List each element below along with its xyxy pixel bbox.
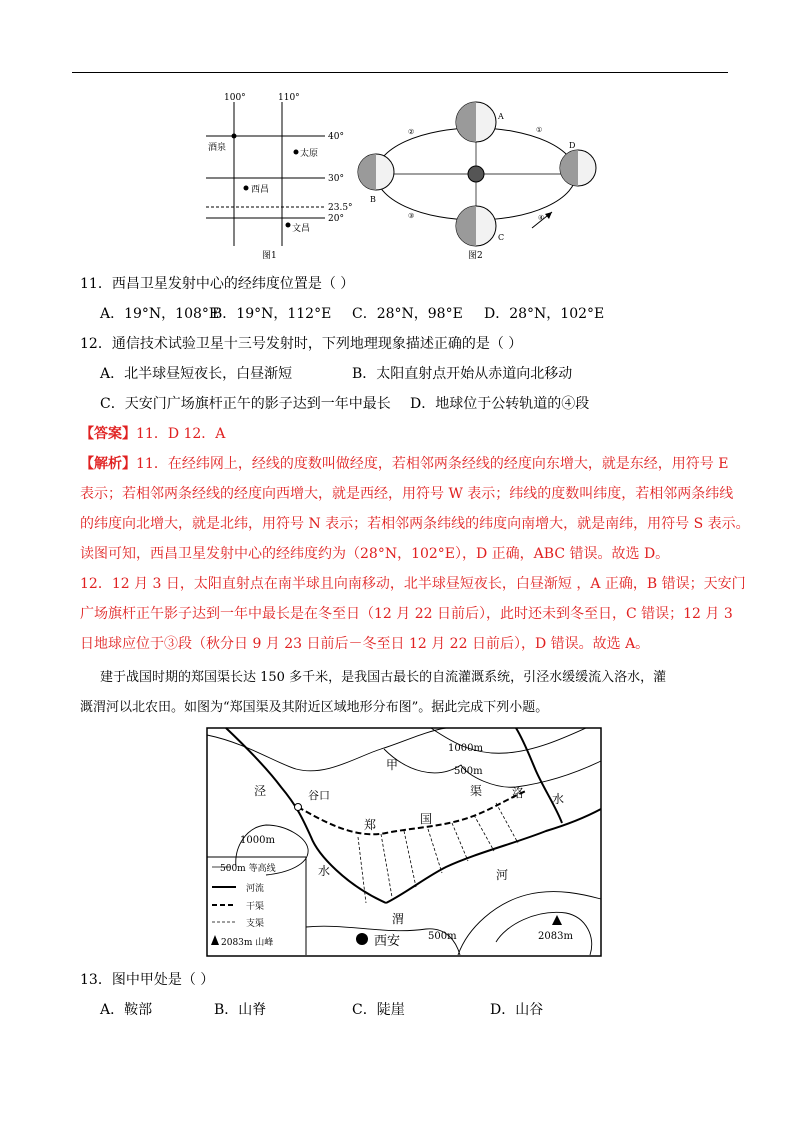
map-label-guo: 国 [420, 812, 433, 826]
figure-1-caption: 图1 [262, 251, 277, 261]
lon-label-100: 100° [224, 93, 246, 103]
map-label-qu: 渠 [470, 784, 483, 798]
question-11-stem: 11．西昌卫星发射中心的经纬度位置是（ ） [80, 276, 355, 292]
map-label-jing: 泾 [254, 784, 267, 798]
q11-option-c[interactable]: C．28°N，98°E [352, 306, 463, 322]
answer-tag: 【答案】 [80, 426, 136, 442]
analysis-text-1: 11．在经纬网上，经线的度数叫做经度，若相邻两条经线的经度向东增大，就是东经，用符号 E [136, 456, 729, 472]
lat-label-40: 40° [328, 132, 344, 142]
analysis-line-1 [80, 454, 728, 474]
answer-line [80, 424, 225, 444]
q13-option-b[interactable]: B．山脊 [214, 1002, 267, 1018]
map-contour-1000m-left: 1000m [240, 835, 275, 846]
lon-label-110: 110° [278, 93, 300, 103]
q12-option-d[interactable]: D．地球位于公转轨道的④段 [410, 396, 590, 412]
analysis-tag: 【解析】 [80, 456, 136, 472]
position-a: A [498, 112, 504, 121]
map-contour-1000m-top: 1000m [448, 743, 483, 754]
question-12-options-row-2 [100, 394, 589, 414]
zhengguo-canal-map [206, 727, 602, 957]
analysis-line-3: 的纬度向北增大，就是北纬，用符号 N 表示；若相邻两条纬线的纬度向南增大，就是南纬，用符号 S 表示。 [80, 516, 750, 532]
legend-contour: 500m 等高线 [220, 864, 276, 874]
analysis-line-2: 表示；若相邻两条经线的经度向西增大，就是西经，用符号 W 表示；纬线的度数叫纬度，若相邻两条纬线 [80, 486, 734, 502]
q11-option-a[interactable]: A．19°N，108°E [100, 306, 220, 322]
lat-label-20: 20° [328, 214, 344, 224]
place-taiyuan: 太原 [300, 149, 319, 159]
place-xichang: 西昌 [251, 185, 270, 195]
place-wenchang: 文昌 [292, 224, 311, 234]
answer-text: 11．D 12．A [136, 426, 226, 442]
analysis-line-6: 广场旗杆正午影子达到一年中最长是在冬至日（12 月 22 日前后），此时还未到冬至日，C 错误；12 月 3 [80, 606, 733, 622]
question-13-stem: 13．图中甲处是（ ） [80, 972, 215, 988]
legend-peak: 2083m 山峰 [221, 938, 274, 948]
map-label-xian: 西安 [374, 934, 401, 949]
place-jiuquan: 酒泉 [208, 143, 227, 153]
lat-label-30: 30° [328, 174, 344, 184]
question-11-options [100, 304, 604, 324]
segment-3: ③ [408, 212, 415, 220]
analysis-line-5: 12．12 月 3 日，太阳直射点在南半球且向南移动，北半球昼短夜长，白昼渐短 ，A 正确，B 错误；天安门 [80, 576, 746, 592]
map-contour-500m-bottom: 500m [428, 931, 457, 942]
header-rule [72, 72, 728, 73]
map-label-zheng: 郑 [364, 818, 377, 832]
q12-option-b[interactable]: B．太阳直射点开始从赤道向北移动 [352, 366, 573, 382]
analysis-line-4: 读图可知，西昌卫星发射中心的经纬度约为（28°N，102°E），D 正确，ABC 错误。故选 D。 [80, 546, 670, 562]
figure-1-grid-map [200, 88, 365, 263]
question-12-options-row-1 [100, 364, 572, 384]
legend-main-canal: 干渠 [246, 902, 265, 912]
q13-option-a[interactable]: A．鞍部 [100, 1002, 153, 1018]
q12-option-a[interactable]: A．北半球昼短夜长，白昼渐短 [100, 366, 293, 382]
map-contour-500m-top: 500m [454, 766, 483, 777]
segment-4: ④ [538, 214, 545, 222]
map-label-gukou: 谷口 [308, 789, 330, 802]
segment-2: ② [408, 128, 415, 136]
q12-option-c[interactable]: C．天安门广场旗杆正午的影子达到一年中最长 [100, 396, 391, 412]
passage-line-1: 建于战国时期的郑国渠长达 150 多千米，是我国古最长的自流灌溉系统，引泾水缓缓流入洛水，灌 [100, 670, 667, 685]
position-c: C [498, 233, 505, 242]
figure-2-caption: 图2 [468, 251, 483, 261]
q11-option-b[interactable]: B．19°N，112°E [212, 306, 332, 322]
legend-branch-canal: 支渠 [246, 919, 265, 929]
position-b: B [370, 195, 376, 204]
question-13-options [100, 1000, 543, 1020]
segment-1: ① [536, 126, 543, 134]
analysis-line-7: 日地球应位于③段（秋分日 9 月 23 日前后－冬至日 12 月 22 日前后），D 错误。故选 A。 [80, 636, 650, 652]
q13-option-c[interactable]: C．陡崖 [352, 1002, 405, 1018]
map-label-luo: 洛 [512, 786, 525, 800]
q11-option-d[interactable]: D．28°N，102°E [484, 306, 605, 322]
question-12-stem: 12．通信技术试验卫星十三号发射时，下列地理现象描述正确的是（ ） [80, 336, 523, 352]
figure-2-orbit-diagram [356, 92, 601, 262]
map-peak-2083m: 2083m [538, 931, 573, 942]
map-label-wei: 渭 [392, 912, 405, 926]
map-label-shui-left: 水 [318, 864, 331, 878]
map-label-jia: 甲 [386, 758, 399, 772]
map-label-he: 河 [496, 868, 509, 882]
map-label-shui-right: 水 [552, 792, 565, 806]
position-d: D [569, 141, 576, 150]
lat-label-23-5: 23.5° [328, 203, 353, 213]
legend-river: 河流 [246, 884, 265, 894]
q13-option-d[interactable]: D．山谷 [490, 1002, 544, 1018]
passage-line-2: 溉渭河以北农田。如图为“郑国渠及其附近区域地形分布图”。据此完成下列小题。 [80, 700, 549, 715]
